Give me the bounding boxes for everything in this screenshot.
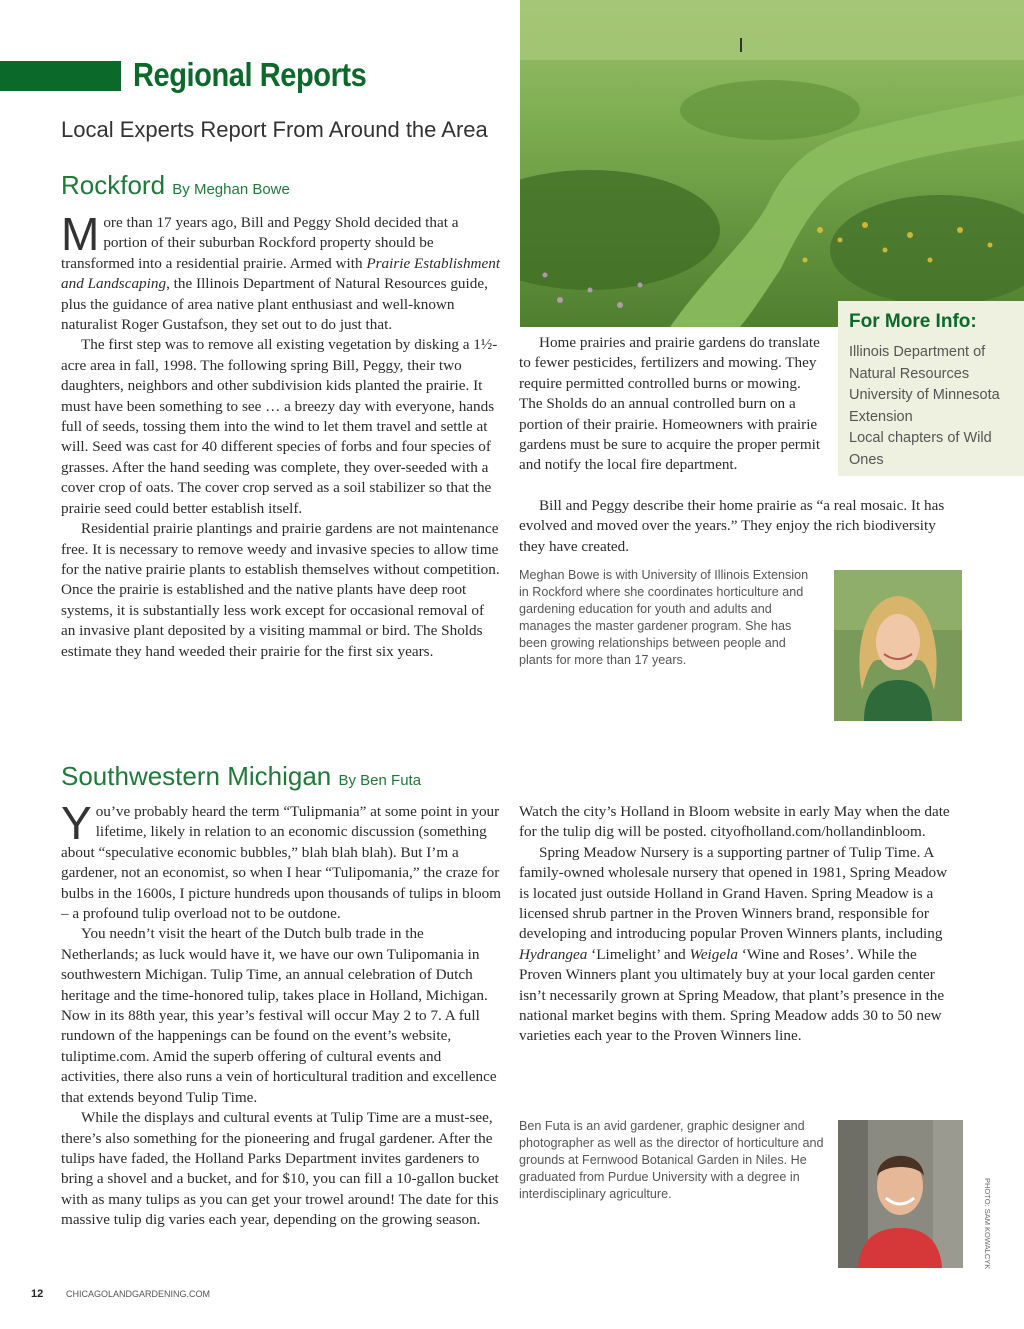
paragraph: Home prairies and prairie gardens do translate to fewer pesticides, fertilizers and mowing. They require permitted controlled burns or mowing. The Sholds do an annual controlled burn on a portion of their prairie. Homeowners with prairie gardens must be sure to acquire the proper permit and notify the local fire department. (519, 334, 821, 474)
header-accent-bar (0, 61, 121, 91)
text: ‘Wine and Roses’. While the Proven Winners plant you ultimately buy at your local garden center isn’t necessarily grown at Spring Meadow, that plant’s presence in the national market begins with them. Spring Meadow adds 30 to 50 new varieties each year to the Proven Winners line. (519, 945, 945, 1045)
rockford-column-1 (61, 208, 501, 662)
text: ou’ve probably heard the term “Tulipmania” at some point in your lifetime, likely in relation to an economic discussion (something about “speculative economic bubbles,” blah blah blah). But I’m a gardener, not an economist, so when I hear “Tulipomania,” the craze for bulbs in the 1600s, I picture hundreds upon thousands of tulips in bloom – a profound tulip overload not to be outdone. (61, 803, 501, 923)
paragraph: Bill and Peggy describe their home prairie as “a real mosaic. It has evolved and moved over the years.” They enjoy the rich biodiversity they have created. (519, 497, 945, 555)
paragraph: The first step was to remove all existing vegetation by disking a 1½-acre area in fall, 1998. The following spring Bill, Peggy, their two daughters, neighbors and other subdivision kids planted the prairie. It must have been something to see … a breezy day with everyone, hands full of seeds, tossing them into the wind to let them travel and settle at will. Seed was cast for 40 different species of forbs and four species of grasses. After the hand seeding was complete, they over-seeded with a cover crop of oats. The cover crop served as a soil stabilizer so that the prairie seed could better establish itself. (61, 336, 498, 517)
page-title: Regional Reports (133, 56, 367, 93)
author-bio-meghan: Meghan Bowe is with University of Illinois Extension in Rockford where she coordinates horticulture and gardening education for youth and adults and manages the master gardener program. She has been growing relationships between people and plants for more than 17 years. (519, 568, 809, 667)
section-title-rockford (61, 170, 290, 201)
plant-genus: Hydrangea (519, 945, 588, 963)
text: Spring Meadow Nursery is a supporting partner of Tulip Time. A family-owned wholesale nursery that opened in 1981, Spring Meadow is located just outside Holland in Grand Haven. Spring Meadow is a licensed shrub partner in the Proven Winners brand, responsible for developing and introducing popular Proven Winners plants, including (519, 843, 948, 943)
paragraph: You needn’t visit the heart of the Dutch bulb trade in the Netherlands; as luck would have it, we have our own Tulipomania in southwestern Michigan. Tulip Time, an annual celebration of Dutch heritage and the time-honored tulip, takes place in Holland, Michigan. Now in its 88th year, this year’s festival will occur May 2 to 7. A full rundown of the happenings can be found on the event’s website, tuliptime.com. Amid the superb offering of cultural events and activities, there also runs a vein of horticultural tradition and excellence that extends beyond Tulip Time. (61, 925, 497, 1106)
byline: By Meghan Bowe (172, 181, 290, 198)
text: ore than 17 years ago, Bill and Peggy Shold decided that a portion of their suburban Rockford property should be transformed into a residential prairie. Armed with (61, 214, 459, 272)
info-box-title: For More Info: (849, 311, 977, 332)
photo-credit: PHOTO: SAM KOWALCYK (983, 1178, 992, 1270)
paragraph: Watch the city’s Holland in Bloom website in early May when the date for the tulip dig will be posted. cityofholland.com/hollandinbloom. (519, 803, 950, 841)
author-photo-meghan (834, 570, 962, 721)
section-name: Rockford (61, 170, 166, 200)
page-subtitle: Local Experts Report From Around the Area (61, 117, 488, 142)
paragraph (519, 843, 961, 1047)
paragraph: Residential prairie plantings and prairie gardens are not maintenance free. It is necessary to remove weedy and invasive species to allow time for the native prairie plants to establish themselves without competition. Once the prairie is established and the native plants have deep root systems, it is substantially less work except for occasional removal of an invasive plant deposited by a visiting mammal or bird. The Sholds estimate they hand weeded their prairie for the first six years. (61, 520, 500, 660)
michigan-column-1 (61, 797, 501, 1231)
rockford-column-2 (519, 333, 825, 476)
prairie-photo-illustration (520, 0, 1024, 327)
rockford-column-2b (519, 496, 959, 557)
drop-cap: Y (61, 797, 92, 849)
info-item-wild-ones: Local chapters of Wild Ones (849, 430, 992, 468)
footer-website: CHICAGOLANDGARDENING.COM (66, 1289, 211, 1299)
paragraph (61, 208, 501, 335)
drop-cap: M (61, 208, 100, 260)
paragraph (61, 797, 501, 924)
info-item-dnr: Illinois Department of Natural Resources (849, 344, 986, 382)
paragraph: While the displays and cultural events at Tulip Time are a must-see, there’s also something for the pioneering and frugal gardener. After the tulips have faded, the Holland Parks Department invites gardeners to bring a shovel and a bucket, and for $10, you can fill a 10-gallon bucket with as many tulips as you can get your trowel around! The date for this massive tulip dig varies each year, depending on the growing season. (61, 1109, 499, 1229)
book-title: Prairie Establishment and Landscaping (61, 254, 501, 293)
byline: By Ben Futa (338, 772, 422, 789)
page-number: 12 (31, 1288, 44, 1300)
michigan-column-2 (519, 802, 961, 1047)
author-bio-ben: Ben Futa is an avid gardener, graphic designer and photographer as well as the director of horticulture and grounds at Fernwood Botanical Garden in Niles. He graduated from Purdue University with a degree in interdisciplinary agriculture. (519, 1119, 824, 1201)
text: , the Illinois Department of Natural Resources guide, plus the guidance of area native plant enthusiast and well-known naturalist Roger Gustafson, they set out to do just that. (61, 275, 488, 334)
section-title-michigan (61, 761, 421, 792)
info-item-umn: University of Minnesota Extension (849, 387, 1000, 425)
author-photo-ben (838, 1120, 963, 1268)
author-portrait (838, 1120, 963, 1268)
prairie-photo (520, 0, 1024, 327)
section-name: Southwestern Michigan (61, 761, 332, 791)
author-portrait (834, 570, 962, 721)
plant-genus: Weigela (689, 945, 738, 963)
text: ‘Limelight’ and (587, 945, 690, 963)
